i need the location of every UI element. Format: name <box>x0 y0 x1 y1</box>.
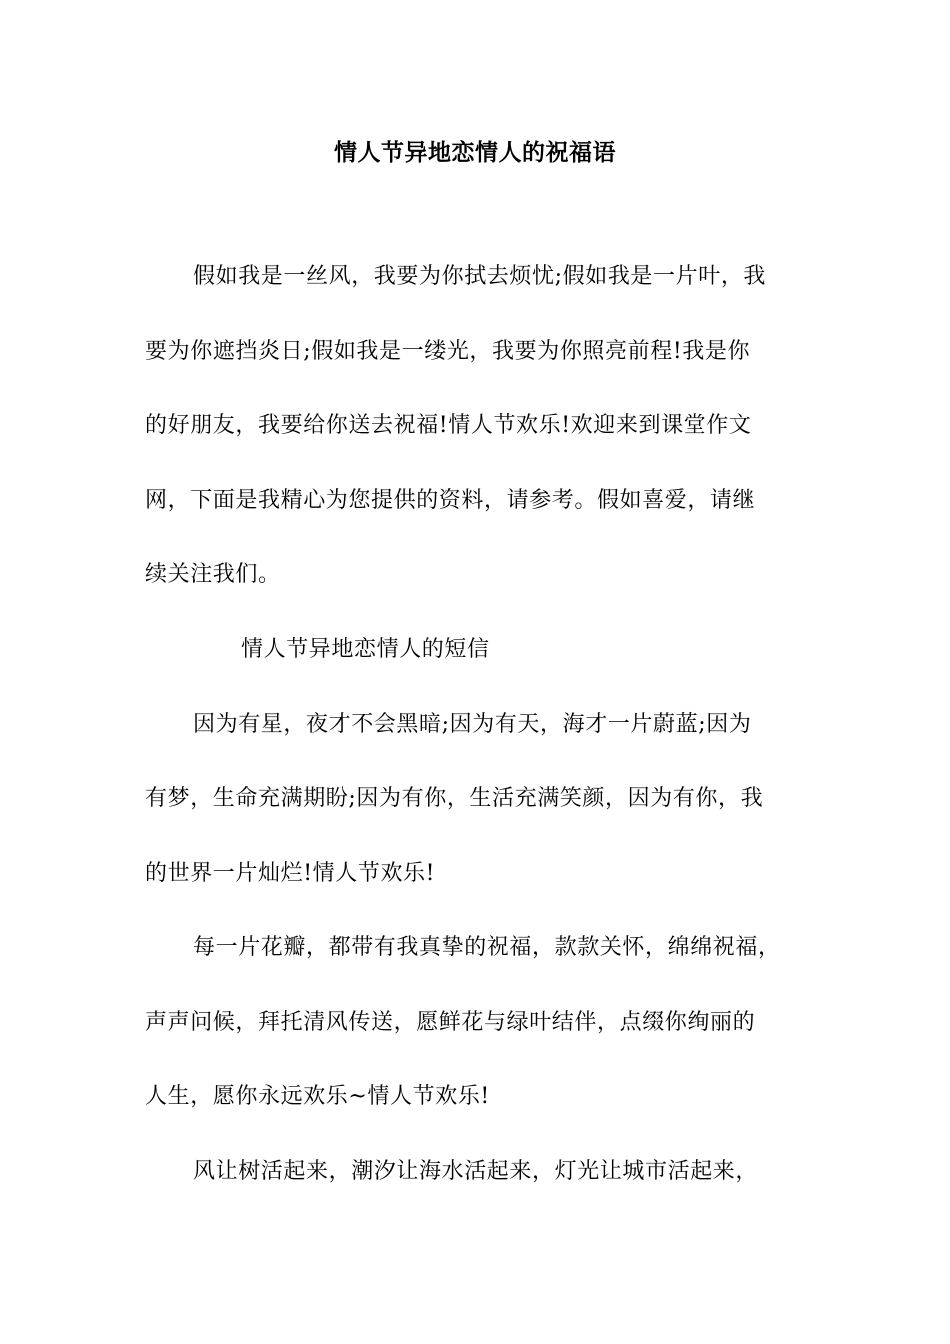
paragraph-1-line-4: 网，下面是我精心为您提供的资料，请参考。假如喜爱，请继 <box>145 488 756 513</box>
paragraph-4-line-1: 风让树活起来，潮汐让海水活起来，灯光让城市活起来， <box>193 1159 759 1184</box>
paragraph-2-line-3: 的世界一片灿烂!情人节欢乐! <box>145 861 436 886</box>
paragraph-2-line-2: 有梦，生命充满期盼;因为有你，生活充满笑颜，因为有你，我 <box>145 786 764 811</box>
paragraph-3-line-3: 人生，愿你永远欢乐~情人节欢乐! <box>145 1084 490 1109</box>
paragraph-2-line-1: 因为有星，夜才不会黑暗;因为有天，海才一片蔚蓝;因为 <box>193 712 752 737</box>
document-title: 情人节异地恋情人的祝福语 <box>334 139 616 166</box>
section-heading: 情人节异地恋情人的短信 <box>241 637 490 662</box>
paragraph-1-line-5: 续关注我们。 <box>145 562 281 587</box>
paragraph-1-line-1: 假如我是一丝风，我要为你拭去烦忧;假如我是一片叶，我 <box>193 264 767 289</box>
paragraph-3-line-2: 声声问候，拜托清风传送，愿鲜花与绿叶结伴，点缀你绚丽的 <box>145 1010 756 1035</box>
paragraph-3-line-1: 每一片花瓣，都带有我真挚的祝福，款款关怀，绵绵祝福， <box>193 935 781 960</box>
paragraph-1-line-2: 要为你遮挡炎日;假如我是一缕光，我要为你照亮前程!我是你 <box>145 339 751 364</box>
paragraph-1-line-3: 的好朋友，我要给你送去祝福!情人节欢乐!欢迎来到课堂作文 <box>145 413 752 438</box>
